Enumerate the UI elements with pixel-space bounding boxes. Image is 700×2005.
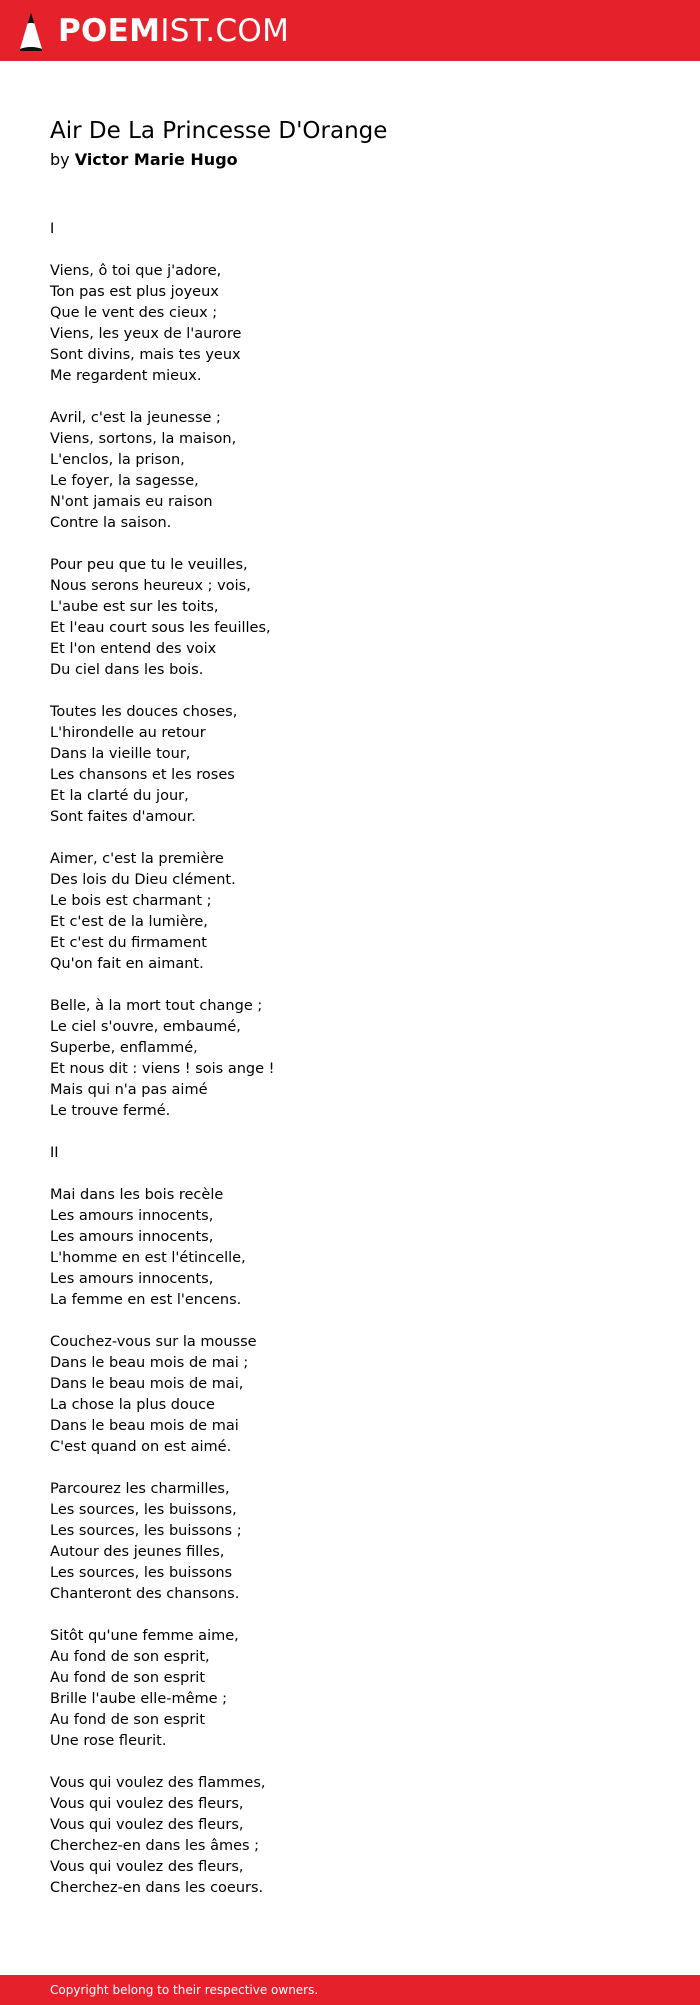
poem-line: Les amours innocents, (50, 1208, 214, 1224)
stanza-break (50, 1122, 650, 1143)
poem-line: Nous serons heureux ; vois, (50, 578, 251, 594)
poem-line: Au fond de son esprit (50, 1670, 206, 1686)
site-header (0, 0, 700, 61)
stanza-break (50, 1605, 650, 1626)
poem-line: Viens, les yeux de l'aurore (50, 326, 242, 342)
poem-line: C'est quand on est aimé. (50, 1439, 232, 1455)
poem-line: Les chansons et les roses (50, 767, 235, 783)
poem-line: Viens, ô toi que j'adore, (50, 263, 222, 279)
poem-line: Chanteront des chansons. (50, 1586, 240, 1602)
poem-line: Et c'est du firmament (50, 935, 207, 951)
poem-line: Une rose fleurit. (50, 1733, 167, 1749)
site-name-bold: POEM (58, 13, 161, 49)
site-logo[interactable] (19, 11, 289, 51)
site-footer (0, 1975, 700, 2005)
poem-line: Parcourez les charmilles, (50, 1481, 230, 1497)
poem-line: Contre la saison. (50, 515, 172, 531)
poem-line: Vous qui voulez des fleurs, (50, 1796, 244, 1812)
poem-line: Et c'est de la lumière, (50, 914, 208, 930)
poem-line: Les sources, les buissons, (50, 1502, 237, 1518)
stanza-break (50, 240, 650, 261)
stanza-break (50, 534, 650, 555)
poem-line: Couchez-vous sur la mousse (50, 1334, 257, 1350)
poem-line: Aimer, c'est la première (50, 851, 224, 867)
poem-line: Dans la vieille tour, (50, 746, 191, 762)
poem-line: Qu'on fait en aimant. (50, 956, 204, 972)
byline-prefix: by (50, 150, 70, 169)
stanza-break (50, 1752, 650, 1773)
poem-line: Au fond de son esprit, (50, 1649, 210, 1665)
poem-body (50, 219, 650, 1899)
poem-line: Mai dans les bois recèle (50, 1187, 224, 1203)
poem-line: Sont faites d'amour. (50, 809, 196, 825)
pencil-tip-icon (19, 11, 43, 51)
poem-line: Vous qui voulez des flammes, (50, 1775, 266, 1791)
poem-line: Viens, sortons, la maison, (50, 431, 237, 447)
stanza-break (50, 828, 650, 849)
stanza-break (50, 681, 650, 702)
poem-line: La femme en est l'encens. (50, 1292, 242, 1308)
poem-line: Belle, à la mort tout change ; (50, 998, 263, 1014)
poem-line: Dans le beau mois de mai ; (50, 1355, 249, 1371)
poem-line: Avril, c'est la jeunesse ; (50, 410, 221, 426)
poem-line: Brille l'aube elle-même ; (50, 1691, 228, 1707)
poem-line: Vous qui voulez des fleurs, (50, 1817, 244, 1833)
poem-line: Et nous dit : viens ! sois ange ! (50, 1061, 275, 1077)
site-name-light: IST.COM (160, 13, 290, 49)
poem-line: Les sources, les buissons ; (50, 1523, 242, 1539)
stanza-break (50, 1311, 650, 1332)
poem-line: Sitôt qu'une femme aime, (50, 1628, 239, 1644)
poem-line: Le bois est charmant ; (50, 893, 212, 909)
poem-line: Dans le beau mois de mai, (50, 1376, 244, 1392)
stanza-break (50, 975, 650, 996)
poem-line: Des lois du Dieu clément. (50, 872, 236, 888)
poem-line: Autour des jeunes filles, (50, 1544, 225, 1560)
poem-byline (50, 148, 650, 171)
poem-line: Le foyer, la sagesse, (50, 473, 199, 489)
poem-line: I (50, 221, 55, 237)
poem-line: N'ont jamais eu raison (50, 494, 213, 510)
poem-line: Toutes les douces choses, (50, 704, 238, 720)
poem-line: Le ciel s'ouvre, embaumé, (50, 1019, 241, 1035)
poem-line: Et l'on entend des voix (50, 641, 217, 657)
poem-line: Vous qui voulez des fleurs, (50, 1859, 244, 1875)
poem-line: Et l'eau court sous les feuilles, (50, 620, 271, 636)
poem-line: L'hirondelle au retour (50, 725, 206, 741)
copyright-text: Copyright belong to their respective owners. (50, 1983, 319, 1997)
site-name (58, 11, 289, 51)
author-name[interactable]: Victor Marie Hugo (74, 150, 238, 169)
poem-line: Au fond de son esprit (50, 1712, 206, 1728)
poem-line: Et la clarté du jour, (50, 788, 189, 804)
stanza-break (50, 387, 650, 408)
poem-line: L'aube est sur les toits, (50, 599, 219, 615)
poem-line: Mais qui n'a pas aimé (50, 1082, 208, 1098)
poem-line: Cherchez-en dans les coeurs. (50, 1880, 264, 1896)
poem-line: La chose la plus douce (50, 1397, 215, 1413)
poem-header (50, 116, 650, 171)
poem-line: Dans le beau mois de mai (50, 1418, 239, 1434)
stanza-break (50, 1458, 650, 1479)
poem-line: Les amours innocents, (50, 1229, 214, 1245)
poem-line: II (50, 1145, 59, 1161)
stanza-break (50, 1164, 650, 1185)
poem-line: Que le vent des cieux ; (50, 305, 218, 321)
poem-line: Cherchez-en dans les âmes ; (50, 1838, 260, 1854)
poem-line: Superbe, enflammé, (50, 1040, 198, 1056)
poem-line: Le trouve fermé. (50, 1103, 171, 1119)
poem-line: L'homme en est l'étincelle, (50, 1250, 246, 1266)
poem-line: Pour peu que tu le veuilles, (50, 557, 248, 573)
poem-line: Les amours innocents, (50, 1271, 214, 1287)
poem-line: L'enclos, la prison, (50, 452, 185, 468)
poem-line: Me regardent mieux. (50, 368, 202, 384)
poem-line: Ton pas est plus joyeux (50, 284, 219, 300)
poem-line: Du ciel dans les bois. (50, 662, 204, 678)
poem-line: Sont divins, mais tes yeux (50, 347, 241, 363)
poem-title: Air De La Princesse D'Orange (50, 118, 388, 144)
poem-line: Les sources, les buissons (50, 1565, 233, 1581)
